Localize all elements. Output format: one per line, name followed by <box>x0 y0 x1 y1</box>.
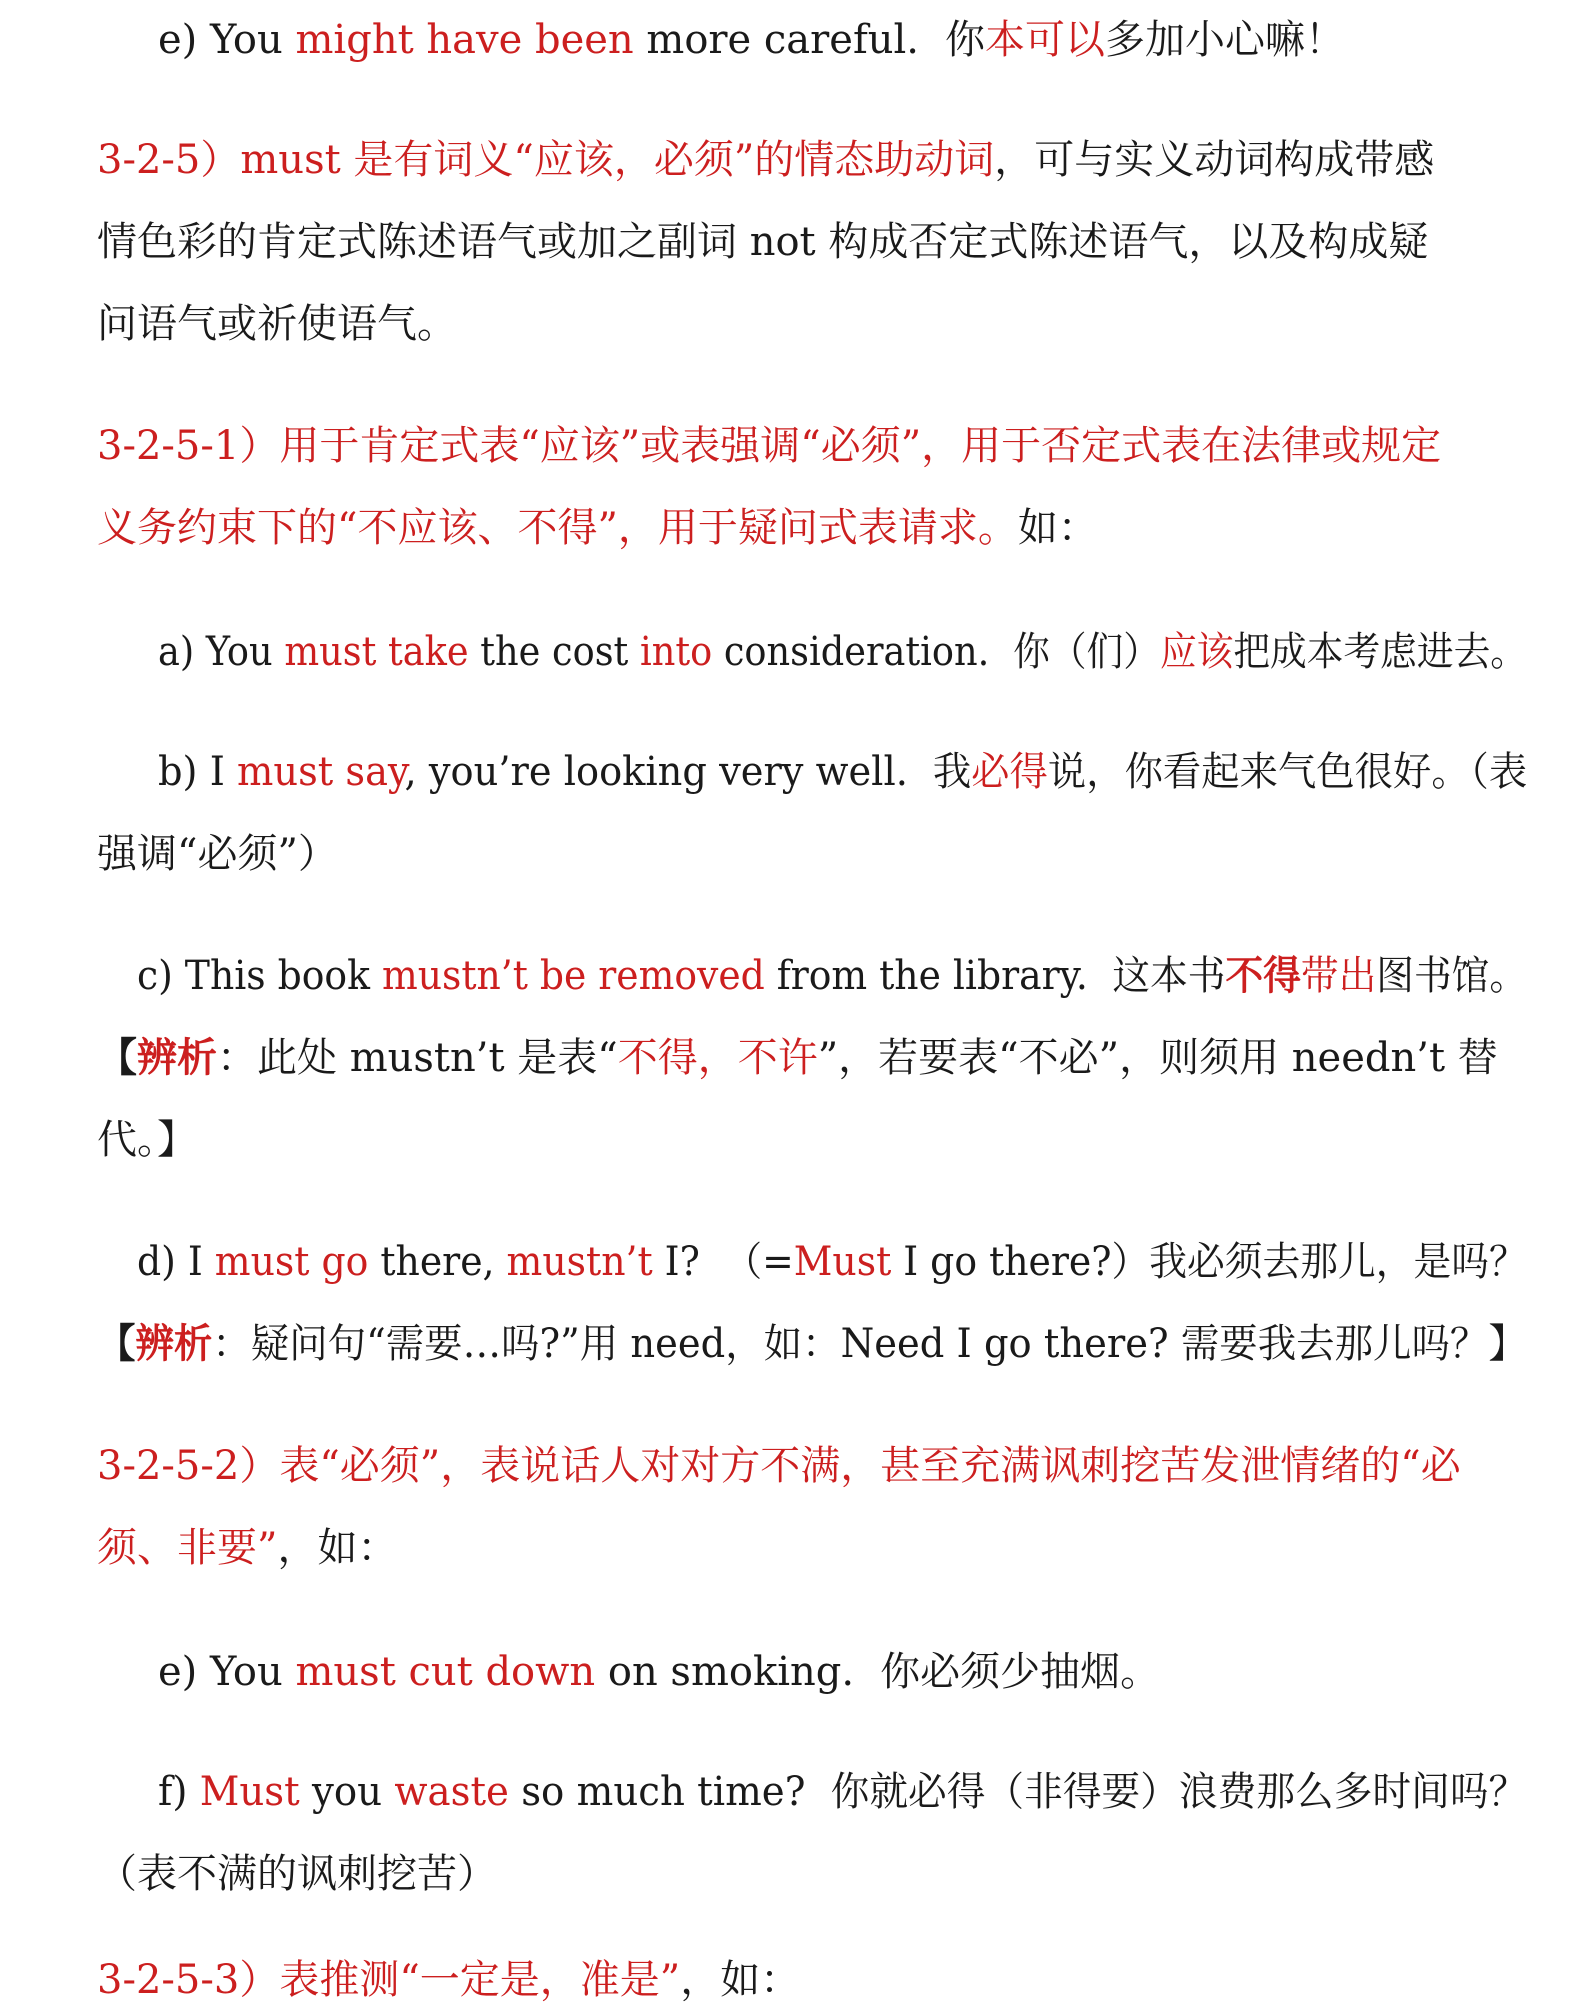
example-text: a) You <box>158 629 285 675</box>
section-heading: 义务约束下的“不应该、不得”，用于疑问式表请求。 <box>97 505 1018 551</box>
section-heading: 3-2-5-3）表推测“一定是，准是” <box>97 1957 681 2003</box>
example-text: , you’re looking very well. <box>404 749 908 795</box>
example-text: so much time? <box>508 1769 806 1815</box>
note-label: 辨析 <box>135 1320 213 1367</box>
section-text: 问语气或祈使语气。 <box>97 301 457 347</box>
example-text: f) <box>158 1769 200 1815</box>
highlight-text: must take <box>284 629 469 675</box>
note-d <box>97 1318 1527 1370</box>
section-3-2-5-line3 <box>97 298 457 350</box>
note-text: 代。】 <box>97 1117 197 1163</box>
section-text: ，如： <box>277 1525 398 1571</box>
highlight-text: must go <box>214 1239 369 1285</box>
example-text: b) I <box>158 749 238 795</box>
highlight-text: into <box>639 629 713 675</box>
section-text: ，如： <box>680 1957 801 2003</box>
example-b-line2 <box>97 828 338 880</box>
example-a <box>158 626 1527 678</box>
section-text: 如： <box>1017 505 1098 551</box>
section-3-2-5-2-line2 <box>97 1522 397 1574</box>
example-c <box>137 950 1527 1002</box>
highlight-text: waste <box>394 1769 509 1815</box>
note-text: ：此处 mustn’t 是表“ <box>217 1035 618 1081</box>
translation-text: 你（们） <box>1013 629 1160 675</box>
example-text: consideration. <box>712 629 990 675</box>
section-3-2-5-1-line2 <box>97 502 1098 554</box>
example-f-line2 <box>97 1848 497 1900</box>
example-text: the cost <box>468 629 640 675</box>
section-3-2-5-line2 <box>97 216 1428 268</box>
translation-text: 说，你看起来气色很好。（表 <box>1047 749 1528 795</box>
section-3-2-5-3 <box>97 1954 800 2006</box>
highlight-text: 本可以 <box>985 17 1106 63</box>
section-text: 情色彩的肯定式陈述语气或加之副词 not 构成否定式陈述语气，以及构成疑 <box>97 219 1429 265</box>
highlight-text: Must <box>199 1769 300 1815</box>
translation-text: 多加小心嘛！ <box>1105 17 1346 63</box>
highlight-text: 必得 <box>971 749 1048 795</box>
section-text: ，可与实义动词构成带感 <box>994 137 1435 183</box>
note-c-line2 <box>97 1114 197 1166</box>
section-3-2-5-line1 <box>97 134 1434 186</box>
example-text: you <box>299 1769 395 1815</box>
translation-text: 你 <box>945 17 986 63</box>
translation-text: 把成本考虑进去。 <box>1233 629 1527 675</box>
note-bracket: 【 <box>97 1034 137 1081</box>
example-text: from the library. <box>764 953 1088 999</box>
example-text: e) You <box>158 17 296 63</box>
example-f-line1 <box>158 1766 1527 1818</box>
highlight-text: must say <box>237 749 405 795</box>
note-text: ：疑问句“需要…吗?”用 need，如：Need I go there? 需要我去那儿吗？】 <box>212 1321 1527 1367</box>
highlight-text: 不得，不许 <box>617 1035 818 1081</box>
translation-text: 这本书 <box>1112 953 1226 999</box>
section-heading: 3-2-5-1）用于肯定式表“应该”或表强调“必须”，用于否定式表在法律或规定 <box>97 423 1442 469</box>
note-label: 辨析 <box>137 1034 217 1081</box>
translation-text: 我 <box>932 749 972 795</box>
highlight-text: might have been <box>295 17 634 63</box>
highlight-text: Must <box>793 1239 892 1285</box>
example-text: on smoking. <box>595 1649 855 1695</box>
note-text: ”，若要表“不必”，则须用 needn’t 替 <box>817 1035 1498 1081</box>
example-text: （= <box>724 1239 794 1285</box>
example-text: d) I <box>137 1239 215 1285</box>
translation-text: （表不满的讽刺挖苦） <box>97 1851 497 1897</box>
highlight-text: 不得 <box>1225 952 1301 999</box>
highlight-text: 带出 <box>1300 953 1377 999</box>
highlight-text: mustn’t <box>506 1239 653 1285</box>
section-heading: 须、非要” <box>97 1525 278 1571</box>
translation-text: 图书馆。 <box>1376 953 1528 999</box>
example-text: more careful. <box>633 17 920 63</box>
section-3-2-5-1-line1 <box>97 420 1441 472</box>
highlight-text: must cut down <box>295 1649 596 1695</box>
section-heading: 3-2-5）must 是有词义“应该，必须”的情态助动词 <box>97 137 995 183</box>
highlight-text: 应该 <box>1159 629 1234 675</box>
note-bracket: 【 <box>97 1320 136 1367</box>
translation-text: 你就必得（非得要）浪费那么多时间吗？ <box>830 1769 1528 1815</box>
example-text: e) You <box>158 1649 296 1695</box>
example-b-line1 <box>158 746 1527 798</box>
translation-text: 你必须少抽烟。 <box>880 1649 1161 1695</box>
example-text: there, <box>368 1239 507 1285</box>
section-heading: 3-2-5-2）表“必须”，表说话人对对方不满，甚至充满讽刺挖苦发泄情绪的“必 <box>97 1443 1461 1489</box>
example-d <box>137 1236 1527 1288</box>
example-text: c) This book <box>137 953 382 999</box>
example-e-might-have-been <box>158 14 1345 66</box>
example-text: I go there?）我必须去那儿，是吗？ <box>891 1239 1527 1285</box>
example-e-cut-down <box>158 1646 1160 1698</box>
section-3-2-5-2-line1 <box>97 1440 1461 1492</box>
translation-text: 强调“必须”） <box>97 831 338 877</box>
highlight-text: mustn’t be removed <box>381 953 765 999</box>
example-text: I? <box>652 1239 700 1285</box>
note-c-line1 <box>97 1032 1498 1084</box>
